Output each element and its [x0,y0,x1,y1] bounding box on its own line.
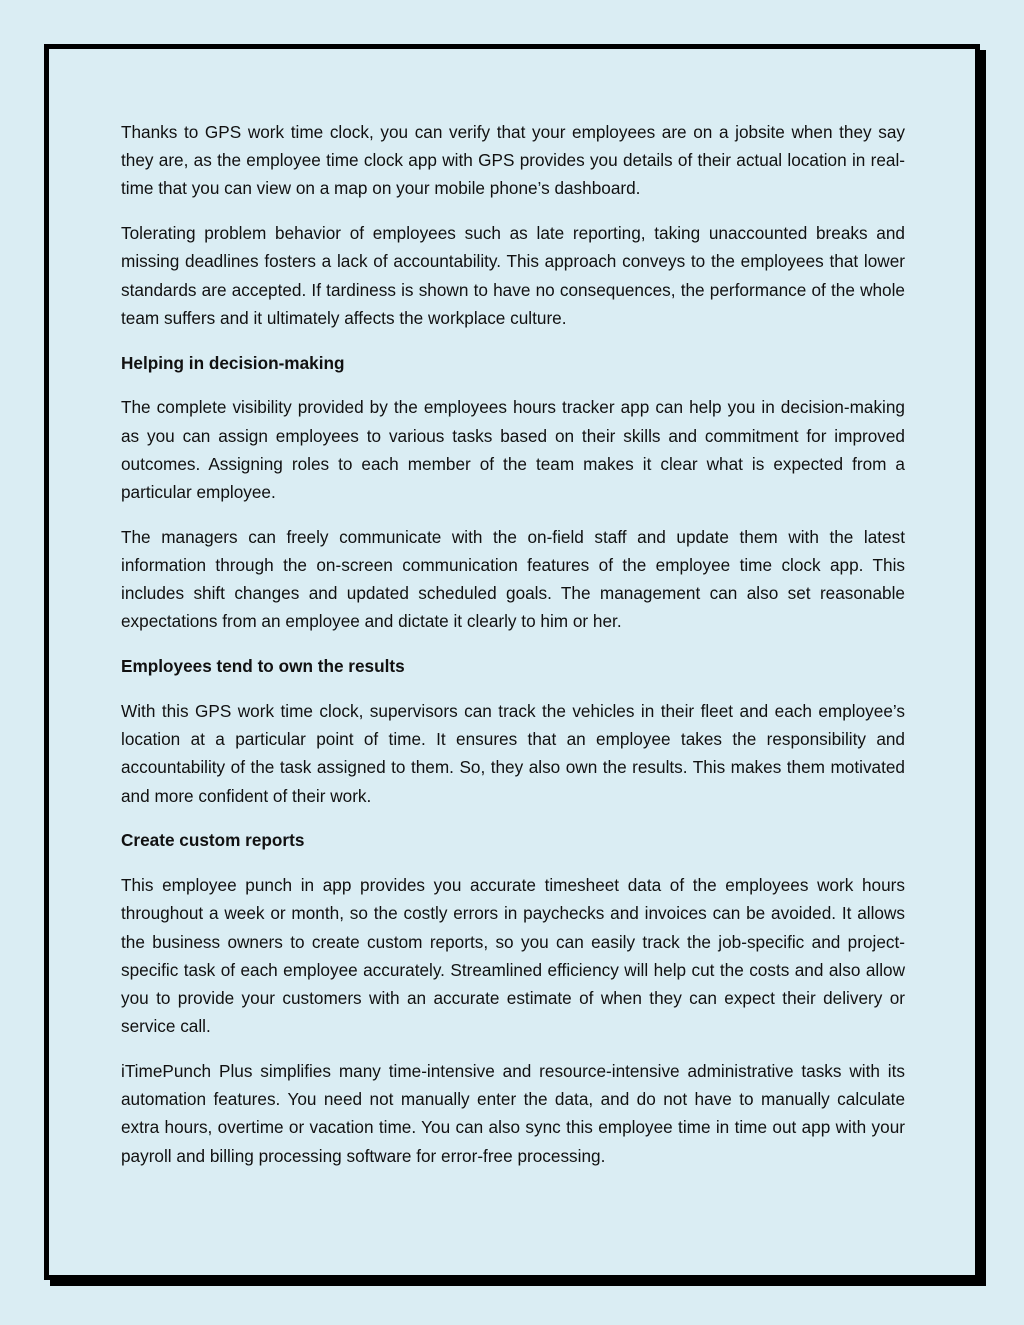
paragraph: iTimePunch Plus simplifies many time-intensive and resource-intensive administrative tasks with its automation features. You need not manually enter the data, and do not have to manually calculate extra hours, overtime or vacation time. You can also sync this employee time in time out app with your payroll and billing processing software for error-free processing. [121,1061,905,1166]
document-body [121,118,905,1186]
section-heading: Employees tend to own the results [121,656,405,677]
section-heading: Create custom reports [121,830,305,851]
paragraph: The complete visibility provided by the employees hours tracker app can help you in decision-making as you can assign employees to various tasks based on their skills and commitment for improved outcomes. Assigning roles to each member of the team makes it clear what is expected from a particular employee. [121,397,905,503]
paragraph: This employee punch in app provides you accurate timesheet data of the employees work hours throughout a week or month, so the costly errors in paychecks and invoices can be avoided. It allows the business owners to create custom reports, so you can easily track the job-specific and project-specific task of each employee accurately. Streamlined efficiency will help cut the costs and also allow you to provide your customers with an accurate estimate of when they can expect their delivery or service call. [121,875,905,1037]
paragraph: Thanks to GPS work time clock, you can verify that your employees are on a jobsite when they say they are, as the employee time clock app with GPS provides you details of their actual location in real-time that you can view on a map on your mobile phone’s dashboard. [121,122,905,199]
paragraph: With this GPS work time clock, supervisors can track the vehicles in their fleet and each employee’s location at a particular point of time. It ensures that an employee takes the responsibility and accountability of the task assigned to them. So, they also own the results. This makes them motivated and more confident of their work. [121,701,905,806]
section-heading: Helping in decision-making [121,352,345,373]
paragraph: The managers can freely communicate with the on-field staff and update them with the latest information through the on-screen communication features of the employee time clock app. This includes shift changes and updated scheduled goals. The management can also set reasonable expectations from an employee and dictate it clearly to him or her. [121,526,905,632]
paragraph: Tolerating problem behavior of employees such as late reporting, taking unaccounted breaks and missing deadlines fosters a lack of accountability. This approach conveys to the employees that lower standards are accepted. If tardiness is shown to have no consequences, the performance of the whole team suffers and it ultimately affects the workplace culture. [121,223,905,328]
page-frame [44,44,980,1280]
